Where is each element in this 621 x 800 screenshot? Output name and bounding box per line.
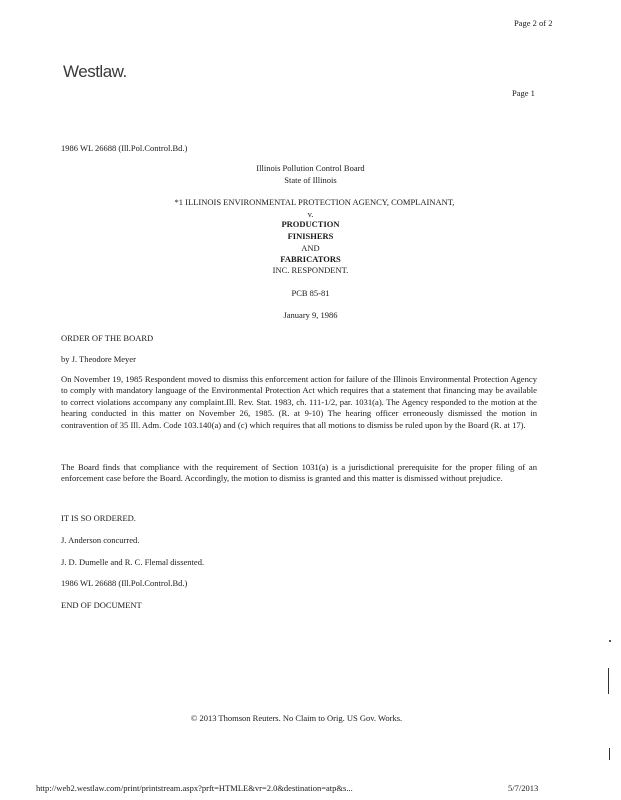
footer-date: 5/7/2013 (508, 783, 539, 793)
respondent-line: FINISHERS (287, 231, 334, 241)
court-name: Illinois Pollution Control Board (256, 163, 365, 173)
westlaw-logo: Westlaw. (63, 62, 127, 81)
case-number: PCB 85-81 (291, 288, 330, 298)
paragraph: The Board finds that compliance with the requirement of Section 1031(a) is a jurisdictional prerequisite for the proper filing of an enforcement case before the Board. Accordingly, the motion to dismiss is granted and this matter is dismissed without prejudice. (61, 462, 537, 484)
scan-edge-mark (609, 748, 610, 760)
author-line: by J. Theodore Meyer (61, 354, 136, 364)
citation-top: 1986 WL 26688 (Ill.Pol.Control.Bd.) (61, 143, 188, 153)
versus: v. (307, 209, 314, 219)
order-heading: ORDER OF THE BOARD (61, 333, 154, 343)
so-ordered: IT IS SO ORDERED. (61, 513, 136, 523)
respondent-suffix: INC. RESPONDENT. (272, 265, 349, 275)
complainant: *1 ILLINOIS ENVIRONMENTAL PROTECTION AGENCY, COMPLAINANT, (174, 197, 455, 207)
scan-edge-mark (608, 668, 609, 694)
court-state: State of Illinois (284, 175, 337, 185)
order-date: January 9, 1986 (283, 310, 338, 320)
scan-dot (609, 640, 611, 642)
paragraph: On November 19, 1985 Respondent moved to dismiss this enforcement action for failure of the Illinois Environmental Protection Agency to comply with mandatory language of the Environmental Protection Act which requires that a statement that financing may be available to correct violations accompany any complaint.Ill. Rev. Stat. 1983, ch. 111-1/2, par. 1031(a). The Agency responded to the motion at the hearing conducted in this matter on November 26, 1985. (R. at 9-10) The hearing officer erroneously dismissed the motion in contravention of 35 Ill. Adm. Code 103.140(a) and (c) which requires that all motions to dismiss be ruled upon by the Board (R. at 17). (61, 374, 537, 430)
page-count-label: Page 2 of 2 (514, 18, 553, 28)
concurred-line: J. Anderson concurred. (61, 535, 140, 545)
citation-bottom: 1986 WL 26688 (Ill.Pol.Control.Bd.) (61, 578, 188, 588)
page-number: Page 1 (512, 88, 535, 98)
respondent-line: FABRICATORS (280, 254, 341, 264)
dissented-line: J. D. Dumelle and R. C. Flemal dissented. (61, 557, 205, 567)
respondent-line: PRODUCTION (281, 219, 340, 229)
respondent-line: AND (301, 243, 320, 253)
end-of-document: END OF DOCUMENT (61, 600, 142, 610)
copyright: © 2013 Thomson Reuters. No Claim to Orig. US Gov. Works. (190, 713, 403, 723)
footer-url: http://web2.westlaw.com/print/printstream.aspx?prft=HTMLE&vr=2.0&destination=atp&s... (36, 783, 353, 793)
